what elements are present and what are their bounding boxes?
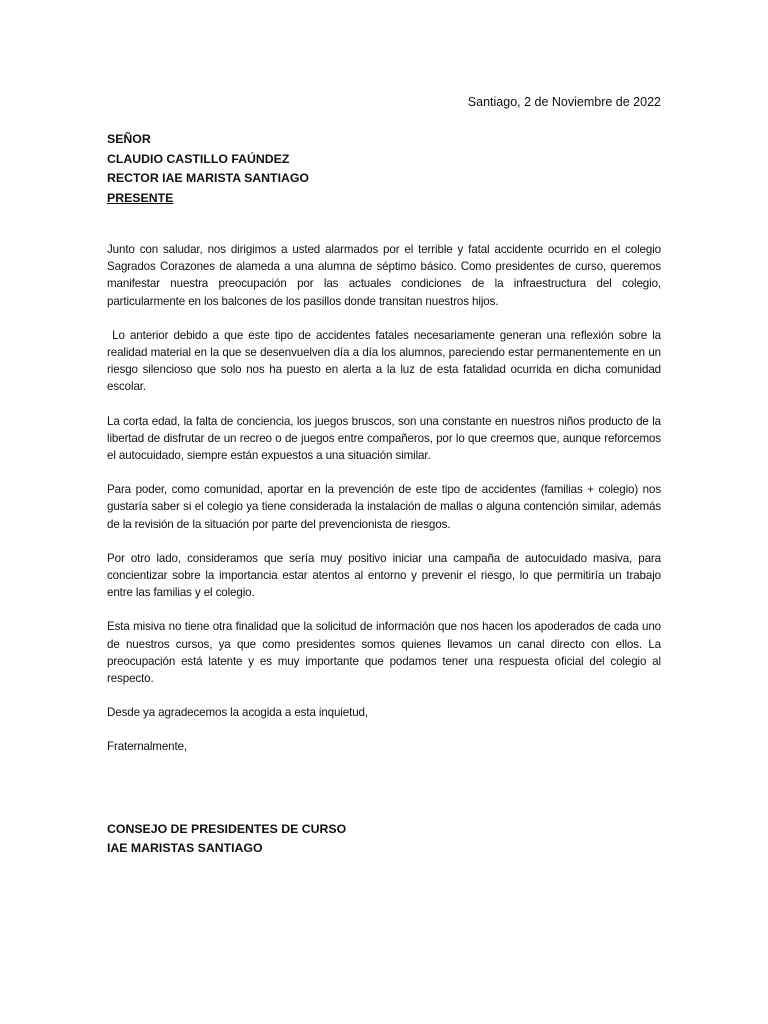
recipient-presente: PRESENTE xyxy=(107,190,174,205)
paragraph-prevention: Para poder, como comunidad, aportar en la prevención de este tipo de accidentes (familias + colegio) nos gustaría saber si el colegio ya tiene considerada la instalación de mallas o alguna contención similar, además de la revisión de la situación por parte del prevencionista de riesgos. xyxy=(107,483,661,531)
paragraph-children: La corta edad, la falta de conciencia, los juegos bruscos, son una constante en nuestros niños producto de la libertad de disfrutar de un recreo o de juegos entre compañeros, por lo que creemos que, aunque reforcemos el autocuidado, siempre están expuestos a una situación similar. xyxy=(107,414,661,463)
paragraph-campaign: Por otro lado, consideramos que sería muy positivo iniciar una campaña de autocuidado masiva, para concientizar sobre la importancia estar atentos al entorno y prevenir el riesgo, lo que permitiría un trabajo entre las familias y el colegio. xyxy=(107,551,661,600)
paragraph-reflection: Lo anterior debido a que este tipo de accidentes fatales necesariamente generan una reflexión sobre la realidad material en la que se desenvuelven día a día los alumnos, pareciendo estar permanentemente en un riesgo silencioso que solo nos ha puesto en alerta a la luz de esta fatalidad ocurrida en dicha comunidad escolar. xyxy=(107,328,665,394)
letter-date: Santiago, 2 de Noviembre de 2022 xyxy=(467,95,661,109)
letter-body xyxy=(107,241,665,756)
paragraph-greeting: Junto con saludar, nos dirigimos a usted alarmados por el terrible y fatal accidente ocurrido en el colegio Sagrados Corazones de alameda a una alumna de séptimo básico. Como presidentes de curso, queremos manifestar nuestra preocupación por las actuales condiciones de la infraestructura del colegio, particularmente en los balcones de los pasillos donde transitan nuestros hijos. xyxy=(107,243,661,308)
recipient-salutation: SEÑOR xyxy=(107,132,151,146)
recipient-block xyxy=(107,130,309,208)
signature-council: CONSEJO DE PRESIDENTES DE CURSO xyxy=(107,822,347,836)
signature-school: IAE MARISTAS SANTIAGO xyxy=(107,841,263,855)
paragraph-thanks: Desde ya agradecemos la acogida a esta inquietud, xyxy=(107,706,368,720)
signature-block xyxy=(107,820,346,858)
paragraph-closing: Fraternalmente, xyxy=(107,740,188,754)
recipient-name: CLAUDIO CASTILLO FAÚNDEZ xyxy=(107,151,290,166)
paragraph-purpose: Esta misiva no tiene otra finalidad que la solicitud de información que nos hacen los apoderados de cada uno de nuestros cursos, ya que como presidentes somos quienes llevamos un canal directo con ellos. La preocupación está latente y es muy importante que podamos tener una respuesta oficial del colegio al respecto. xyxy=(107,620,661,686)
recipient-title: RECTOR IAE MARISTA SANTIAGO xyxy=(107,171,309,185)
